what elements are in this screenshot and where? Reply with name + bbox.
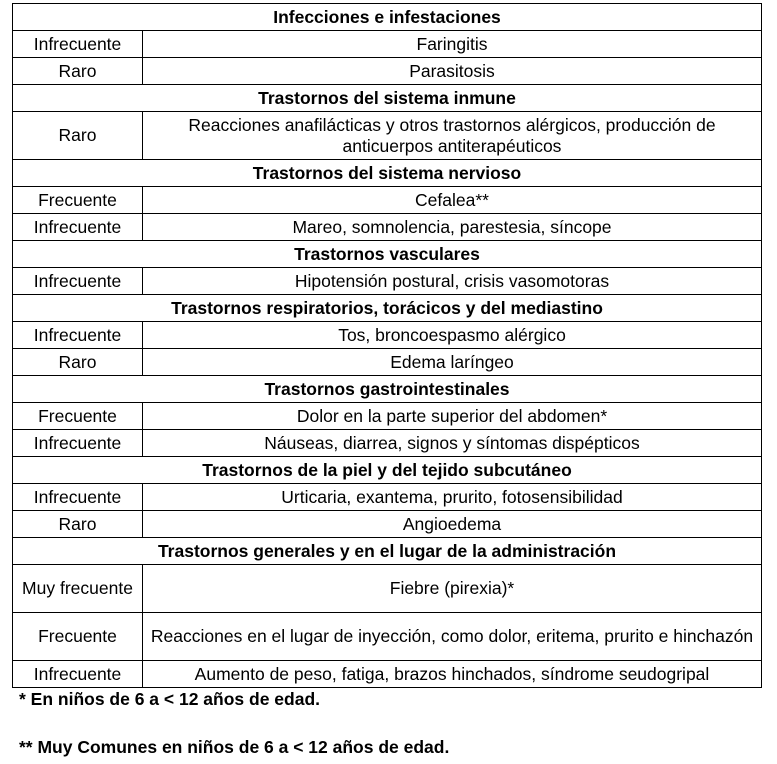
table-row xyxy=(13,430,762,457)
frequency-cell: Infrecuente xyxy=(13,322,143,349)
table-row xyxy=(13,187,762,214)
table-row xyxy=(13,214,762,241)
table-body xyxy=(13,4,762,688)
table-row xyxy=(13,511,762,538)
section-header-row xyxy=(13,538,762,565)
reaction-cell: Urticaria, exantema, prurito, fotosensibilidad xyxy=(143,484,762,511)
table-row xyxy=(13,31,762,58)
table-row xyxy=(13,484,762,511)
table-row xyxy=(13,112,762,160)
section-title: Trastornos del sistema nervioso xyxy=(13,160,762,187)
reaction-cell: Parasitosis xyxy=(143,58,762,85)
section-title: Trastornos gastrointestinales xyxy=(13,376,762,403)
section-title: Trastornos vasculares xyxy=(13,241,762,268)
section-header-row xyxy=(13,457,762,484)
section-title: Trastornos de la piel y del tejido subcutáneo xyxy=(13,457,762,484)
reaction-cell: Cefalea** xyxy=(143,187,762,214)
frequency-cell: Raro xyxy=(13,511,143,538)
reaction-cell: Hipotensión postural, crisis vasomotoras xyxy=(143,268,762,295)
section-header-row xyxy=(13,241,762,268)
section-title: Trastornos del sistema inmune xyxy=(13,85,762,112)
adverse-reactions-table xyxy=(12,3,762,688)
table-row xyxy=(13,268,762,295)
footnote-single-asterisk: * En niños de 6 a < 12 años de edad. xyxy=(19,689,321,709)
section-header-row xyxy=(13,295,762,322)
reaction-cell: Tos, broncoespasmo alérgico xyxy=(143,322,762,349)
frequency-cell: Frecuente xyxy=(13,613,143,661)
reaction-cell: Angioedema xyxy=(143,511,762,538)
frequency-cell: Infrecuente xyxy=(13,268,143,295)
table-row xyxy=(13,322,762,349)
frequency-cell: Infrecuente xyxy=(13,430,143,457)
section-header-row xyxy=(13,376,762,403)
reaction-cell: Aumento de peso, fatiga, brazos hinchados, síndrome seudogripal xyxy=(143,661,762,688)
table-row xyxy=(13,58,762,85)
frequency-cell: Infrecuente xyxy=(13,214,143,241)
reaction-cell: Edema laríngeo xyxy=(143,349,762,376)
section-title: Infecciones e infestaciones xyxy=(13,4,762,31)
reaction-cell: Náuseas, diarrea, signos y síntomas dispépticos xyxy=(143,430,762,457)
footnote-double-asterisk: ** Muy Comunes en niños de 6 a < 12 años de edad. xyxy=(19,737,450,757)
section-title: Trastornos respiratorios, torácicos y del mediastino xyxy=(13,295,762,322)
section-header-row xyxy=(13,160,762,187)
frequency-cell: Muy frecuente xyxy=(13,565,143,613)
reaction-cell: Reacciones en el lugar de inyección, como dolor, eritema, prurito e hinchazón xyxy=(143,613,762,661)
frequency-cell: Raro xyxy=(13,112,143,160)
frequency-cell: Frecuente xyxy=(13,187,143,214)
frequency-cell: Raro xyxy=(13,349,143,376)
reaction-cell: Dolor en la parte superior del abdomen* xyxy=(143,403,762,430)
frequency-cell: Infrecuente xyxy=(13,31,143,58)
table-row xyxy=(13,613,762,661)
table-row xyxy=(13,661,762,688)
table-row xyxy=(13,349,762,376)
reaction-cell: Mareo, somnolencia, parestesia, síncope xyxy=(143,214,762,241)
frequency-cell: Infrecuente xyxy=(13,661,143,688)
reaction-cell: Faringitis xyxy=(143,31,762,58)
frequency-cell: Frecuente xyxy=(13,403,143,430)
reaction-cell: Fiebre (pirexia)* xyxy=(143,565,762,613)
frequency-cell: Raro xyxy=(13,58,143,85)
frequency-cell: Infrecuente xyxy=(13,484,143,511)
section-title: Trastornos generales y en el lugar de la administración xyxy=(13,538,762,565)
section-header-row xyxy=(13,4,762,31)
section-header-row xyxy=(13,85,762,112)
footnotes xyxy=(19,688,449,758)
table-row xyxy=(13,565,762,613)
table-row xyxy=(13,403,762,430)
reaction-cell: Reacciones anafilácticas y otros trastornos alérgicos, producción de anticuerpos antiterapéuticos xyxy=(143,112,762,160)
